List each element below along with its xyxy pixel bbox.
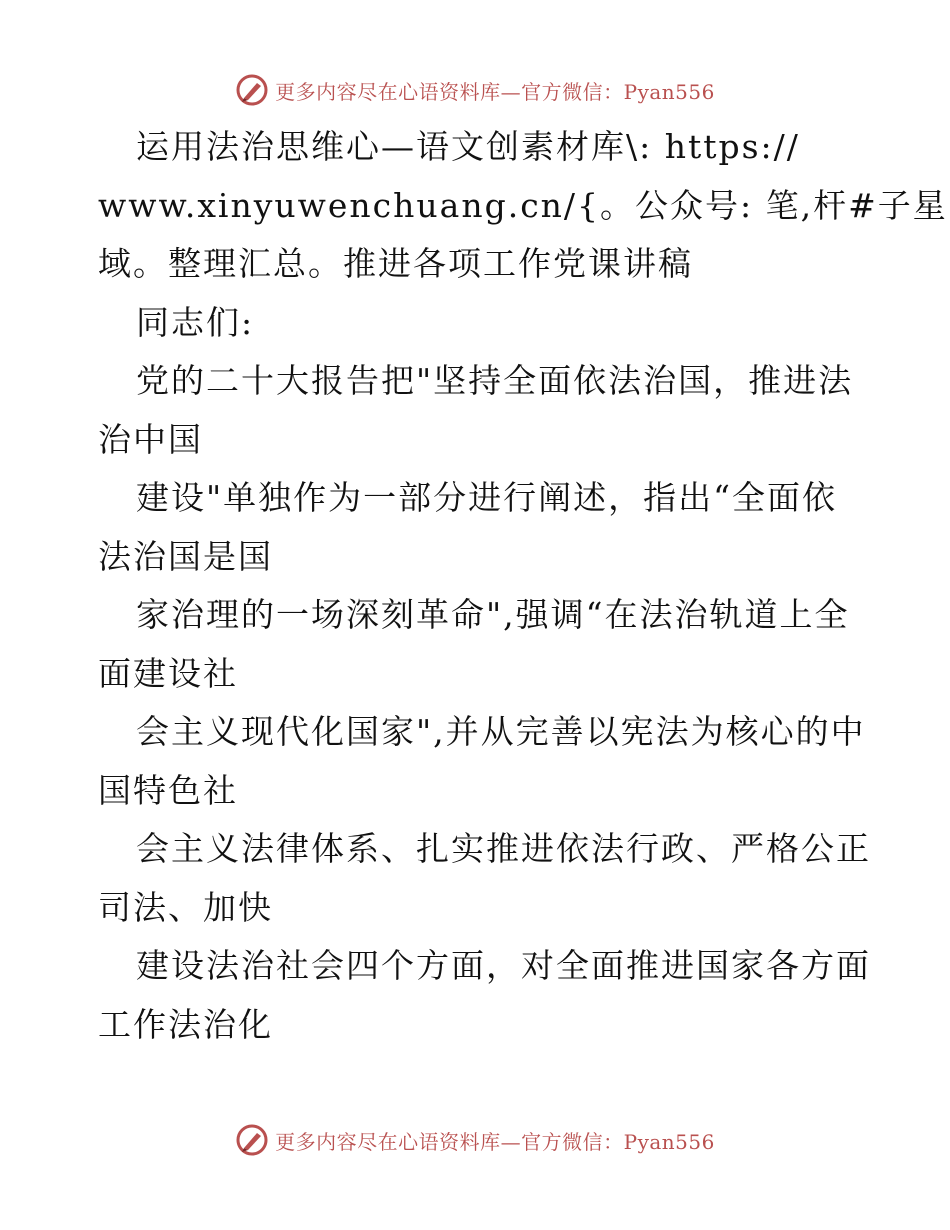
pen-logo-icon	[235, 1123, 269, 1157]
body-line: 家治理的一场深刻革命",强调“在法治轨道上全	[136, 595, 850, 634]
footer-watermark	[0, 1120, 950, 1160]
header-watermark	[0, 70, 950, 110]
watermark-text: 更多内容尽在心语资料库—官方微信：Pyan556	[275, 1129, 715, 1154]
body-line: 建设法治社会四个方面，对全面推进国家各方面	[136, 946, 871, 985]
body-line: 面建设社	[98, 653, 238, 693]
body-line: 域。整理汇总。推进各项工作党课讲稿	[98, 244, 693, 283]
body-line: 国特色社	[98, 770, 238, 810]
document-body	[98, 118, 948, 1054]
body-line: 会主义法律体系、扎实推进依法行政、严格公正	[136, 829, 871, 868]
body-line: 司法、加快	[98, 887, 273, 927]
body-line: 建设"单独作为一部分进行阐述，指出“全面依	[136, 478, 838, 517]
body-line: 同志们:	[136, 302, 255, 342]
body-line: 运用法治思维心—语文创素材库\: https://	[136, 127, 800, 166]
body-line: 党的二十大报告把"坚持全面依法治国，推进法	[136, 361, 854, 400]
body-line: 工作法治化	[98, 1004, 273, 1044]
body-line: 法治国是国	[98, 536, 273, 576]
pen-logo-icon	[235, 73, 269, 107]
body-line: 会主义现代化国家",并从完善以宪法为核心的中	[136, 712, 866, 751]
body-line: www.xinyuwenchuang.cn/{。公众号: 笔,杆#子星	[98, 185, 948, 225]
body-line: 治中国	[98, 419, 203, 459]
watermark-text: 更多内容尽在心语资料库—官方微信：Pyan556	[275, 79, 715, 104]
